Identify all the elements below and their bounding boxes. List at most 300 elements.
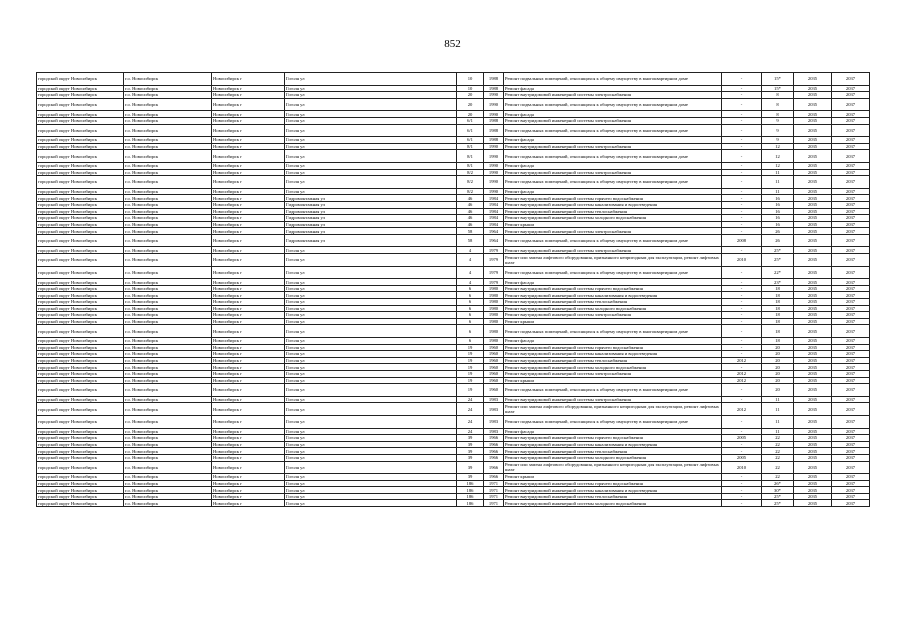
cell-period-from: 2035 <box>794 292 832 299</box>
cell-wear-value: 11 <box>762 396 794 403</box>
cell-street: Гоголя ул <box>285 254 457 267</box>
cell-previous-repair-year: - <box>722 208 762 215</box>
cell-period-to: 2037 <box>832 176 870 189</box>
cell-previous-repair-year: - <box>722 266 762 279</box>
cell-street: Гоголя ул <box>285 162 457 169</box>
cell-district: городской округ Новосибирск <box>37 493 124 500</box>
cell-year: 1988 <box>484 85 504 92</box>
cell-work-type: Ремонт подвальных помещений, относящихся к общему имуществу в многоквартирном доме <box>504 266 722 279</box>
cell-street: Гоголя ул <box>285 428 457 435</box>
cell-city: Новосибирск г <box>212 435 285 442</box>
cell-period-from: 2035 <box>794 201 832 208</box>
table-row <box>37 384 870 397</box>
cell-work-type: Ремонт внутридомовой инженерной системы электроснабжения <box>504 228 722 235</box>
cell-street: Гоголя ул <box>285 384 457 397</box>
table-row <box>37 448 870 455</box>
cell-district: городской округ Новосибирск <box>37 195 124 202</box>
cell-district: городской округ Новосибирск <box>37 384 124 397</box>
cell-previous-repair-year: 2012 <box>722 357 762 364</box>
cell-period-to: 2037 <box>832 247 870 254</box>
cell-period-from: 2035 <box>794 92 832 99</box>
cell-period-from: 2035 <box>794 150 832 163</box>
cell-city: Новосибирск г <box>212 305 285 312</box>
cell-city: Новосибирск г <box>212 169 285 176</box>
cell-work-type: Ремонт внутридомовой инженерной системы холодного водоснабжения <box>504 305 722 312</box>
cell-period-to: 2037 <box>832 435 870 442</box>
cell-settlement: г.о. Новосибирск <box>124 441 212 448</box>
cell-district: городской округ Новосибирск <box>37 454 124 461</box>
cell-city: Новосибирск г <box>212 285 285 292</box>
table-row <box>37 162 870 169</box>
cell-city: Новосибирск г <box>212 176 285 189</box>
cell-district: городской округ Новосибирск <box>37 441 124 448</box>
cell-year: 1990 <box>484 150 504 163</box>
cell-year: 1971 <box>484 487 504 494</box>
cell-street: Гоголя ул <box>285 98 457 111</box>
cell-street: Гидромонтажная ул <box>285 234 457 247</box>
cell-wear-value: 20 <box>762 370 794 377</box>
cell-house: 46 <box>457 215 484 222</box>
table-row <box>37 396 870 403</box>
cell-district: городской округ Новосибирск <box>37 111 124 118</box>
cell-previous-repair-year: 2008 <box>722 234 762 247</box>
cell-wear-value: 11 <box>762 415 794 428</box>
cell-wear-value: 20 <box>762 377 794 384</box>
cell-work-type: Ремонт фасада <box>504 279 722 286</box>
cell-work-type: Ремонт фасада <box>504 188 722 195</box>
table-row <box>37 92 870 99</box>
table-row <box>37 137 870 144</box>
cell-year: 1960 <box>484 384 504 397</box>
cell-house: 186 <box>457 500 484 507</box>
cell-work-type: Ремонт крыши <box>504 474 722 481</box>
table-row <box>37 234 870 247</box>
cell-street: Гоголя ул <box>285 370 457 377</box>
cell-house: 8/1 <box>457 162 484 169</box>
cell-wear-value: 18 <box>762 292 794 299</box>
cell-street: Гоголя ул <box>285 500 457 507</box>
cell-wear-value: 25* <box>762 500 794 507</box>
cell-street: Гидромонтажная ул <box>285 201 457 208</box>
cell-district: городской округ Новосибирск <box>37 124 124 137</box>
cell-wear-value: 25* <box>762 247 794 254</box>
cell-work-type: Ремонт внутридомовой инженерной системы горячего водоснабжения <box>504 195 722 202</box>
cell-work-type: Ремонт внутридомовой инженерной системы горячего водоснабжения <box>504 285 722 292</box>
cell-street: Гоголя ул <box>285 318 457 325</box>
cell-settlement: г.о. Новосибирск <box>124 435 212 442</box>
cell-wear-value: 12 <box>762 143 794 150</box>
table-row <box>37 415 870 428</box>
cell-period-from: 2035 <box>794 370 832 377</box>
cell-work-type: Ремонт подвальных помещений, относящихся к общему имуществу в многоквартирном доме <box>504 150 722 163</box>
cell-period-from: 2035 <box>794 500 832 507</box>
cell-period-from: 2035 <box>794 312 832 319</box>
cell-year: 1984 <box>484 195 504 202</box>
cell-wear-value: 11 <box>762 176 794 189</box>
cell-wear-value: 23* <box>762 279 794 286</box>
cell-city: Новосибирск г <box>212 454 285 461</box>
capital-repair-table <box>36 72 870 507</box>
cell-year: 1988 <box>484 124 504 137</box>
cell-settlement: г.о. Новосибирск <box>124 377 212 384</box>
cell-previous-repair-year: - <box>722 169 762 176</box>
cell-work-type: Ремонт внутридомовой инженерной системы теплоснабжения <box>504 208 722 215</box>
cell-year: 1988 <box>484 73 504 86</box>
cell-street: Гоголя ул <box>285 305 457 312</box>
cell-settlement: г.о. Новосибирск <box>124 344 212 351</box>
cell-period-to: 2037 <box>832 448 870 455</box>
cell-wear-value: 11 <box>762 169 794 176</box>
cell-year: 1980 <box>484 305 504 312</box>
cell-house: 10 <box>457 85 484 92</box>
cell-street: Гидромонтажная ул <box>285 208 457 215</box>
cell-city: Новосибирск г <box>212 195 285 202</box>
cell-period-from: 2035 <box>794 454 832 461</box>
cell-wear-value: 18 <box>762 325 794 338</box>
cell-street: Гоголя ул <box>285 461 457 474</box>
cell-period-to: 2037 <box>832 441 870 448</box>
cell-period-from: 2035 <box>794 396 832 403</box>
cell-previous-repair-year: - <box>722 85 762 92</box>
cell-city: Новосибирск г <box>212 500 285 507</box>
cell-period-from: 2035 <box>794 279 832 286</box>
cell-district: городской округ Новосибирск <box>37 351 124 358</box>
table-row <box>37 279 870 286</box>
cell-district: городской округ Новосибирск <box>37 117 124 124</box>
cell-settlement: г.о. Новосибирск <box>124 364 212 371</box>
cell-house: 20 <box>457 111 484 118</box>
cell-period-to: 2037 <box>832 162 870 169</box>
cell-period-from: 2035 <box>794 415 832 428</box>
cell-work-type: Ремонт подвальных помещений, относящихся к общему имуществу в многоквартирном доме <box>504 98 722 111</box>
cell-period-from: 2035 <box>794 403 832 416</box>
cell-street: Гоголя ул <box>285 285 457 292</box>
cell-period-to: 2037 <box>832 111 870 118</box>
cell-previous-repair-year: - <box>722 351 762 358</box>
cell-wear-value: 18 <box>762 318 794 325</box>
cell-house: 20 <box>457 92 484 99</box>
cell-city: Новосибирск г <box>212 188 285 195</box>
cell-city: Новосибирск г <box>212 344 285 351</box>
cell-work-type: Ремонт внутридомовой инженерной системы горячего водоснабжения <box>504 480 722 487</box>
cell-wear-value: 26 <box>762 228 794 235</box>
cell-city: Новосибирск г <box>212 279 285 286</box>
cell-year: 1979 <box>484 266 504 279</box>
cell-wear-value: 25* <box>762 254 794 267</box>
cell-period-from: 2035 <box>794 162 832 169</box>
cell-city: Новосибирск г <box>212 441 285 448</box>
cell-wear-value: 11 <box>762 188 794 195</box>
cell-wear-value: 8 <box>762 92 794 99</box>
cell-wear-value: 20 <box>762 357 794 364</box>
cell-house: 19 <box>457 351 484 358</box>
cell-wear-value: 26 <box>762 234 794 247</box>
cell-period-to: 2037 <box>832 208 870 215</box>
cell-period-to: 2037 <box>832 351 870 358</box>
cell-house: 4 <box>457 247 484 254</box>
cell-wear-value: 22 <box>762 441 794 448</box>
cell-period-from: 2035 <box>794 493 832 500</box>
cell-house: 39 <box>457 454 484 461</box>
cell-period-from: 2035 <box>794 435 832 442</box>
cell-year: 1980 <box>484 318 504 325</box>
cell-settlement: г.о. Новосибирск <box>124 338 212 345</box>
cell-period-to: 2037 <box>832 487 870 494</box>
cell-year: 1984 <box>484 215 504 222</box>
cell-period-to: 2037 <box>832 474 870 481</box>
cell-period-to: 2037 <box>832 215 870 222</box>
cell-wear-value: 9 <box>762 137 794 144</box>
cell-year: 1966 <box>484 435 504 442</box>
cell-previous-repair-year: - <box>722 312 762 319</box>
cell-settlement: г.о. Новосибирск <box>124 221 212 228</box>
cell-settlement: г.о. Новосибирск <box>124 351 212 358</box>
cell-district: городской округ Новосибирск <box>37 403 124 416</box>
cell-district: городской округ Новосибирск <box>37 364 124 371</box>
cell-previous-repair-year: - <box>722 415 762 428</box>
cell-work-type: Ремонт внутридомовой инженерной системы теплоснабжения <box>504 357 722 364</box>
cell-house: 6 <box>457 338 484 345</box>
table-row <box>37 73 870 86</box>
cell-district: городской округ Новосибирск <box>37 247 124 254</box>
cell-year: 1980 <box>484 292 504 299</box>
cell-work-type: Ремонт внутридомовой инженерной системы теплоснабжения <box>504 493 722 500</box>
cell-district: городской округ Новосибирск <box>37 448 124 455</box>
cell-period-to: 2037 <box>832 318 870 325</box>
cell-work-type: Ремонт фасада <box>504 162 722 169</box>
cell-period-from: 2035 <box>794 234 832 247</box>
table-row <box>37 480 870 487</box>
cell-wear-value: 20 <box>762 344 794 351</box>
cell-district: городской округ Новосибирск <box>37 208 124 215</box>
cell-house: 46 <box>457 201 484 208</box>
cell-city: Новосибирск г <box>212 73 285 86</box>
cell-city: Новосибирск г <box>212 201 285 208</box>
cell-city: Новосибирск г <box>212 208 285 215</box>
cell-previous-repair-year: - <box>722 176 762 189</box>
table-row <box>37 188 870 195</box>
cell-district: городской округ Новосибирск <box>37 162 124 169</box>
cell-work-type: Ремонт подвальных помещений, относящихся к общему имуществу в многоквартирном доме <box>504 176 722 189</box>
cell-settlement: г.о. Новосибирск <box>124 292 212 299</box>
cell-previous-repair-year: - <box>722 195 762 202</box>
table-row <box>37 344 870 351</box>
cell-period-to: 2037 <box>832 338 870 345</box>
cell-previous-repair-year: - <box>722 396 762 403</box>
cell-city: Новосибирск г <box>212 292 285 299</box>
cell-year: 1984 <box>484 221 504 228</box>
table-row <box>37 435 870 442</box>
cell-house: 6 <box>457 305 484 312</box>
cell-year: 1988 <box>484 137 504 144</box>
cell-year: 1990 <box>484 162 504 169</box>
cell-year: 1980 <box>484 299 504 306</box>
cell-previous-repair-year: - <box>722 448 762 455</box>
cell-period-from: 2035 <box>794 338 832 345</box>
page-number: 852 <box>444 38 461 50</box>
cell-period-to: 2037 <box>832 377 870 384</box>
table-row <box>37 85 870 92</box>
table-row <box>37 441 870 448</box>
cell-previous-repair-year: - <box>722 188 762 195</box>
cell-city: Новосибирск г <box>212 487 285 494</box>
cell-period-from: 2035 <box>794 137 832 144</box>
table-row <box>37 370 870 377</box>
cell-house: 39 <box>457 461 484 474</box>
cell-previous-repair-year: - <box>722 279 762 286</box>
cell-work-type: Ремонт подвальных помещений, относящихся к общему имуществу в многоквартирном доме <box>504 415 722 428</box>
cell-year: 1964 <box>484 228 504 235</box>
cell-city: Новосибирск г <box>212 143 285 150</box>
cell-previous-repair-year: - <box>722 111 762 118</box>
cell-year: 1990 <box>484 188 504 195</box>
cell-house: 6/1 <box>457 124 484 137</box>
cell-district: городской округ Новосибирск <box>37 435 124 442</box>
cell-previous-repair-year: - <box>722 92 762 99</box>
cell-work-type: Ремонт внутридомовой инженерной системы теплоснабжения <box>504 299 722 306</box>
cell-city: Новосибирск г <box>212 351 285 358</box>
table-row <box>37 150 870 163</box>
cell-wear-value: 11 <box>762 428 794 435</box>
cell-house: 39 <box>457 474 484 481</box>
table-row <box>37 111 870 118</box>
cell-city: Новосибирск г <box>212 228 285 235</box>
cell-wear-value: 18 <box>762 285 794 292</box>
table-row <box>37 318 870 325</box>
cell-work-type: Ремонт внутридомовой инженерной системы электроснабжения <box>504 92 722 99</box>
cell-settlement: г.о. Новосибирск <box>124 487 212 494</box>
cell-wear-value: 18 <box>762 305 794 312</box>
cell-house: 39 <box>457 441 484 448</box>
cell-period-to: 2037 <box>832 305 870 312</box>
cell-previous-repair-year: - <box>722 98 762 111</box>
cell-settlement: г.о. Новосибирск <box>124 305 212 312</box>
cell-period-from: 2035 <box>794 448 832 455</box>
cell-period-to: 2037 <box>832 500 870 507</box>
cell-period-to: 2037 <box>832 357 870 364</box>
cell-period-from: 2035 <box>794 377 832 384</box>
cell-house: 6/1 <box>457 117 484 124</box>
cell-street: Гидромонтажная ул <box>285 221 457 228</box>
cell-period-from: 2035 <box>794 188 832 195</box>
cell-house: 46 <box>457 221 484 228</box>
cell-district: городской округ Новосибирск <box>37 480 124 487</box>
cell-house: 19 <box>457 364 484 371</box>
cell-year: 1988 <box>484 117 504 124</box>
cell-district: городской округ Новосибирск <box>37 137 124 144</box>
table-row <box>37 428 870 435</box>
cell-city: Новосибирск г <box>212 448 285 455</box>
cell-year: 1971 <box>484 493 504 500</box>
table-row <box>37 266 870 279</box>
cell-street: Гидромонтажная ул <box>285 215 457 222</box>
cell-wear-value: 22 <box>762 435 794 442</box>
cell-city: Новосибирск г <box>212 137 285 144</box>
cell-period-to: 2037 <box>832 285 870 292</box>
cell-house: 24 <box>457 396 484 403</box>
cell-previous-repair-year: - <box>722 441 762 448</box>
cell-period-from: 2035 <box>794 357 832 364</box>
cell-settlement: г.о. Новосибирск <box>124 247 212 254</box>
cell-house: 39 <box>457 448 484 455</box>
cell-street: Гоголя ул <box>285 357 457 364</box>
cell-settlement: г.о. Новосибирск <box>124 137 212 144</box>
cell-period-from: 2035 <box>794 384 832 397</box>
cell-city: Новосибирск г <box>212 318 285 325</box>
table-row <box>37 312 870 319</box>
table-row <box>37 325 870 338</box>
table-row <box>37 215 870 222</box>
table-row <box>37 292 870 299</box>
cell-street: Гоголя ул <box>285 188 457 195</box>
cell-previous-repair-year: - <box>722 384 762 397</box>
cell-settlement: г.о. Новосибирск <box>124 415 212 428</box>
cell-period-to: 2037 <box>832 85 870 92</box>
cell-wear-value: 30* <box>762 487 794 494</box>
cell-wear-value: 26* <box>762 480 794 487</box>
cell-house: 4 <box>457 266 484 279</box>
table-row <box>37 351 870 358</box>
cell-house: 6 <box>457 292 484 299</box>
cell-house: 20 <box>457 98 484 111</box>
cell-work-type: Ремонт внутридомовой инженерной системы канализования и водоотведения <box>504 441 722 448</box>
cell-district: городской округ Новосибирск <box>37 487 124 494</box>
cell-period-to: 2037 <box>832 234 870 247</box>
cell-wear-value: 15* <box>762 85 794 92</box>
cell-work-type: Ремонт фасада <box>504 137 722 144</box>
cell-wear-value: 9 <box>762 117 794 124</box>
cell-work-type: Ремонт крыши <box>504 221 722 228</box>
table-row <box>37 403 870 416</box>
cell-period-from: 2035 <box>794 117 832 124</box>
cell-period-from: 2035 <box>794 461 832 474</box>
cell-settlement: г.о. Новосибирск <box>124 150 212 163</box>
table-row <box>37 117 870 124</box>
cell-district: городской округ Новосибирск <box>37 370 124 377</box>
cell-house: 6/1 <box>457 137 484 144</box>
cell-district: городской округ Новосибирск <box>37 338 124 345</box>
cell-street: Гоголя ул <box>285 474 457 481</box>
cell-settlement: г.о. Новосибирск <box>124 92 212 99</box>
cell-period-from: 2035 <box>794 111 832 118</box>
cell-period-to: 2037 <box>832 228 870 235</box>
cell-previous-repair-year: - <box>722 162 762 169</box>
table-row <box>37 454 870 461</box>
cell-settlement: г.о. Новосибирск <box>124 98 212 111</box>
cell-period-to: 2037 <box>832 299 870 306</box>
cell-period-to: 2037 <box>832 92 870 99</box>
cell-previous-repair-year: - <box>722 500 762 507</box>
cell-house: 19 <box>457 384 484 397</box>
cell-city: Новосибирск г <box>212 384 285 397</box>
cell-settlement: г.о. Новосибирск <box>124 448 212 455</box>
cell-district: городской округ Новосибирск <box>37 500 124 507</box>
cell-city: Новосибирск г <box>212 396 285 403</box>
cell-district: городской округ Новосибирск <box>37 305 124 312</box>
cell-period-from: 2035 <box>794 344 832 351</box>
cell-district: городской округ Новосибирск <box>37 221 124 228</box>
cell-previous-repair-year: - <box>722 150 762 163</box>
cell-previous-repair-year: - <box>722 292 762 299</box>
cell-settlement: г.о. Новосибирск <box>124 111 212 118</box>
cell-period-from: 2035 <box>794 143 832 150</box>
cell-street: Гоголя ул <box>285 493 457 500</box>
cell-city: Новосибирск г <box>212 493 285 500</box>
cell-wear-value: 12 <box>762 162 794 169</box>
cell-period-to: 2037 <box>832 266 870 279</box>
cell-period-to: 2037 <box>832 454 870 461</box>
cell-previous-repair-year: - <box>722 344 762 351</box>
